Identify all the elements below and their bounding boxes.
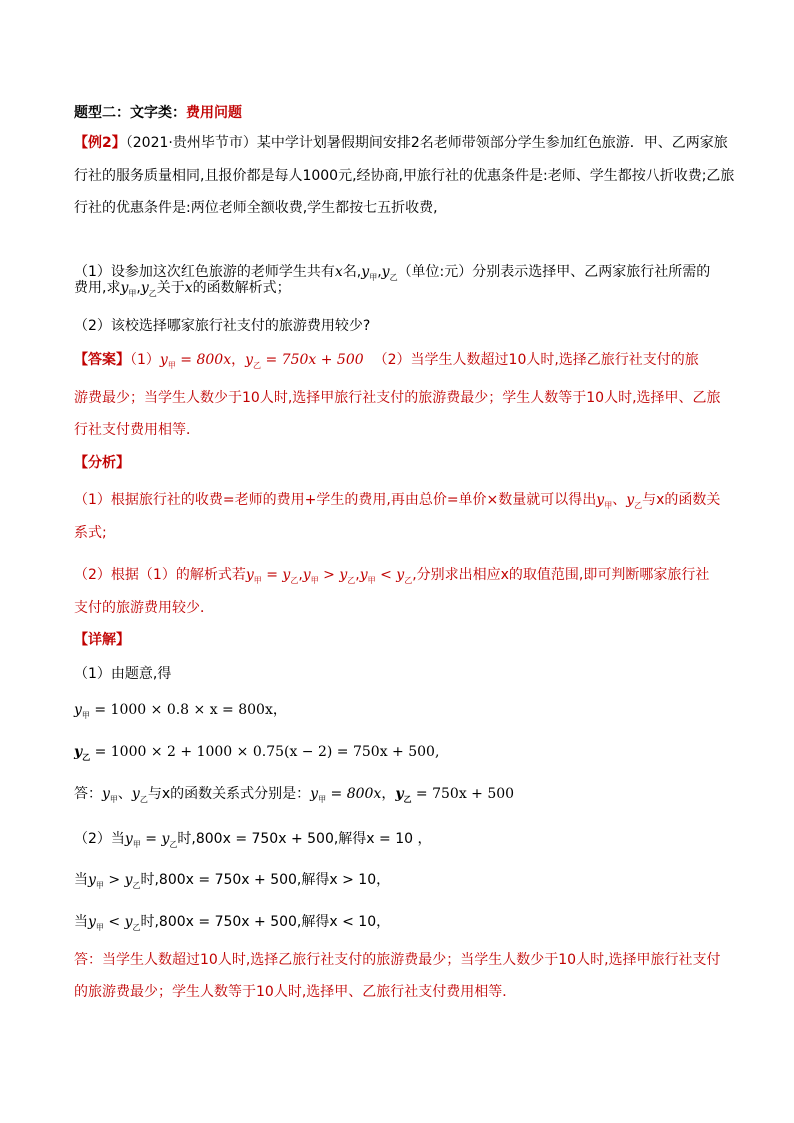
rel-eq: $y_甲 = y_乙$ xyxy=(245,567,299,585)
q1-suffix: （单位:元）分别表示选择甲、乙两家旅行社所需的 xyxy=(397,264,711,280)
analysis-p2-line-1: （2）根据（1）的解析式若$y_甲 = y_乙,y_甲 > y_乙,y_甲 < y_乙$,分别求出相应x的取值范围,即可判断哪家旅行社 xyxy=(74,565,724,591)
var-x: x xyxy=(334,264,343,280)
answer-eq1: $y_甲 = 800x$ xyxy=(159,352,232,370)
answer-line-3: 行社支付费用相等． xyxy=(74,422,200,438)
answer-sep: ， xyxy=(231,352,246,368)
answer-tag: 【答案】 xyxy=(74,352,130,368)
section-topic: 费用问题 xyxy=(186,105,242,121)
detail-eq-yi: $y_乙 = 1000 \times 2 + 1000 \times 0.75(x - 2) = 750x + 500$, xyxy=(74,744,440,762)
q1-comma: , xyxy=(377,264,382,280)
q1-line2-mid: 关于 xyxy=(156,280,185,296)
analysis-p1-line-1 xyxy=(74,490,724,516)
analysis-p2-suffix: ,分别求出相应x的取值范围,即可判断哪家旅行社 xyxy=(412,567,710,583)
answer-line-2: 游费最少；当学生人数少于10人时,选择甲旅行社支付的旅游费最少；学生人数等于10人时,选择甲、乙旅 xyxy=(74,390,721,406)
answer-part1: （1） xyxy=(130,352,160,368)
comma: , xyxy=(136,280,141,296)
example-tag: 【例2】 xyxy=(74,135,126,151)
answer-eq2: $y_乙 = 750x + 500$ xyxy=(245,352,364,370)
y-jia: $y_甲$ xyxy=(361,264,378,282)
analysis-p1-prefix: （1）根据旅行社的收费=老师的费用+学生的费用,再由总价=单价×数量就可以得出 xyxy=(74,492,597,508)
y-jia-2: $y_甲$ xyxy=(120,280,137,298)
final-answer-line-2: 的旅游费最少；学生人数等于10人时,选择甲、乙旅行社支付费用相等． xyxy=(74,984,517,1000)
analysis-p1-suffix: 与x的函数关 xyxy=(642,492,721,508)
rel-gt: $y_甲 > y_乙$ xyxy=(302,567,356,585)
analysis-y-jia: $y_甲$ xyxy=(596,492,613,510)
example-line-2: 行社的服务质量相同,且报价都是每人1000元,经协商,甲旅行社的优惠条件是:老师、学生都按八折收费;乙旅 xyxy=(74,168,735,184)
example-source: （2021·贵州毕节市） xyxy=(125,135,257,151)
analysis-tag: 【分析】 xyxy=(74,455,130,471)
q1-line2-suffix: 的函数解析式； xyxy=(192,280,291,296)
detail-case-less: 当$y_甲 < y_乙$时,800x = 750x + 500,解得x < 10， xyxy=(74,914,391,932)
detail-summary: 答：$y_甲$、$y_乙$与x的函数关系式分别是：$y_甲 = 800x$，$y_乙 = 750x + 500$ xyxy=(74,786,515,804)
rel-lt: $y_甲 < y_乙$ xyxy=(359,567,413,585)
question-1-line-2 xyxy=(74,278,724,304)
detail-tag: 【详解】 xyxy=(74,632,130,648)
analysis-p2-prefix: （2）根据（1）的解析式若 xyxy=(74,567,246,583)
detail-case-greater: 当$y_甲 > y_乙$时,800x = 750x + 500,解得x > 10， xyxy=(74,872,391,890)
detail-case-equal: （2）当$y_甲 = y_乙$时,800x = 750x + 500,解得x = 10 ， xyxy=(74,831,432,849)
analysis-sep: 、 xyxy=(612,492,627,508)
answer-part2: （2）当学生人数超过10人时,选择乙旅行社支付的旅 xyxy=(373,352,699,368)
detail-eq-jia: $y_甲 = 1000 \times 0.8 \times x = 800x$， xyxy=(74,702,287,720)
answer-line-1 xyxy=(74,350,724,376)
y-yi: $y_乙$ xyxy=(381,264,398,282)
q1-line2-prefix: 费用,求 xyxy=(74,280,121,296)
analysis-p2-line-2: 支付的旅游费用较少． xyxy=(74,600,214,616)
q1-middle: 名, xyxy=(342,264,362,280)
example-text-1: 某中学计划暑假期间安排2名老师带领部分学生参加红色旅游．甲、乙两家旅 xyxy=(256,135,728,151)
example-line-1 xyxy=(74,133,728,153)
example-line-3: 行社的优惠条件是:两位老师全额收费,学生都按七五折收费, xyxy=(74,200,438,216)
section-label: 题型二：文字类： xyxy=(74,105,186,121)
detail-step-1: （1）由题意,得 xyxy=(74,666,172,682)
analysis-p1-line-2: 系式; xyxy=(74,525,107,541)
q1-prefix: （1）设参加这次红色旅游的老师学生共有 xyxy=(74,264,335,280)
var-x-2: x xyxy=(184,280,193,296)
section-heading xyxy=(74,103,724,123)
analysis-y-yi: $y_乙$ xyxy=(626,492,643,510)
final-answer-line-1: 答：当学生人数超过10人时,选择乙旅行社支付的旅游费最少；当学生人数少于10人时,选择甲旅行社支付 xyxy=(74,952,721,968)
question-2: （2）该校选择哪家旅行社支付的旅游费用较少? xyxy=(74,318,371,334)
y-yi-2: $y_乙$ xyxy=(140,280,157,298)
